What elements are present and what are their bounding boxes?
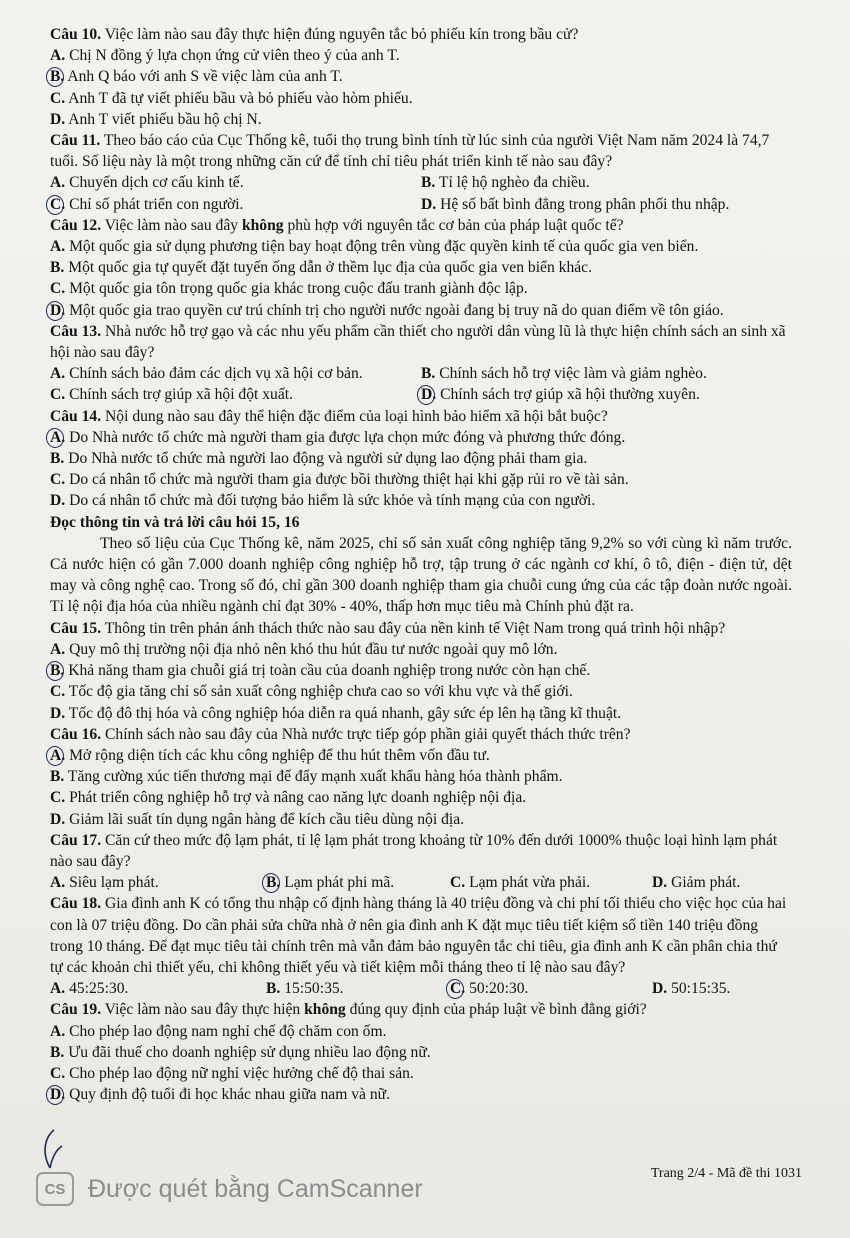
camscanner-logo-icon: CS [36,1172,74,1206]
q16-option-a: A. Mở rộng diện tích các khu công nghiệp để thu hút thêm vốn đầu tư. [50,745,792,766]
q10-option-c: C. Anh T đã tự viết phiếu bầu và bỏ phiếu vào hòm phiếu. [50,89,413,107]
question-17: Câu 17. Căn cứ theo mức độ lạm phát, tỉ lệ lạm phát trong khoảng từ 10% đến dưới 1000% thuộc loại hình lạm phát nào sau đây? [50,831,778,870]
q15-option-d: D. Tốc độ đô thị hóa và công nghiệp hóa diễn ra quá nhanh, gây sức ép lên hạ tầng kĩ thuật. [50,704,622,722]
q10-option-d: D. Anh T viết phiếu bầu hộ chị N. [50,110,262,128]
q11-option-a: A. Chuyển dịch cơ cấu kinh tế. [50,174,244,192]
q13-options-row-1 [50,363,792,384]
q14-option-b: B. Do Nhà nước tổ chức mà người lao động và người sử dụng lao động phải tham gia. [50,450,588,468]
q12-option-a: A. Một quốc gia sử dụng phương tiện bay hoạt động trên vùng đặc quyền kinh tế của quốc gia ven biển. [50,238,699,256]
q16-option-c: C. Phát triển công nghiệp hỗ trợ và nâng cao năng lực doanh nghiệp nội địa. [50,789,527,807]
q11-option-b: B. Tỉ lệ hộ nghèo đa chiều. [421,174,590,192]
q18-option-b: B. 15:50:35. [266,980,344,998]
q13-option-a: A. Chính sách bảo đảm các dịch vụ xã hội cơ bản. [50,365,363,383]
q11-options-row-1 [50,172,792,193]
q17-options-row [50,872,792,893]
q18-option-c: C. 50:20:30. [450,978,652,999]
question-19: Câu 19. Việc làm nào sau đây thực hiện không đúng quy định của pháp luật về bình đẳng giới? [50,1001,647,1019]
q17-option-d: D. Giảm phát. [652,874,741,892]
q15-option-c: C. Tốc độ gia tăng chỉ số sản xuất công nghiệp chưa cao so với khu vực và thế giới. [50,683,573,701]
q13-option-c: C. Chính sách trợ giúp xã hội đột xuất. [50,386,294,404]
question-11: Câu 11. Theo báo cáo của Cục Thống kê, tuổi thọ trung bình tính từ lúc sinh của người Việt Nam năm 2024 là 74,7 tuổi. Số liệu này là một trong những căn cứ để tính chỉ tiêu phát triển kinh tế nào sau đây? [50,132,770,171]
q12-option-c: C. Một quốc gia tôn trọng quốc gia khác trong cuộc đấu tranh giành độc lập. [50,280,528,298]
q19-option-d: D. Quy định độ tuổi đi học khác nhau giữa nam và nữ. [50,1084,792,1105]
q13-options-row-2 [50,384,792,405]
q11-option-c: C. Chỉ số phát triển con người. [50,194,421,215]
q17-option-b: B. Lạm phát phi mã. [266,872,450,893]
q13-option-b: B. Chính sách hỗ trợ việc làm và giảm nghèo. [421,365,707,383]
reading-heading: Đọc thông tin và trả lời câu hỏi 15, 16 [50,513,300,531]
q18-option-a: A. 45:25:30. [50,980,129,998]
q17-option-c: C. Lạm phát vừa phải. [450,874,591,892]
exam-content [50,24,792,1105]
q12-option-b: B. Một quốc gia tự quyết đặt tuyến ống dẫn ở thềm lục địa của quốc gia ven biển khác. [50,259,592,277]
q16-option-b: B. Tăng cường xúc tiến thương mại để đẩy mạnh xuất khẩu hàng hóa thành phẩm. [50,768,563,786]
pen-stroke-mark [40,1128,70,1174]
q16-option-d: D. Giảm lãi suất tín dụng ngân hàng để kích cầu tiêu dùng nội địa. [50,810,465,828]
q11-options-row-2 [50,194,792,215]
question-18: Câu 18. Gia đình anh K có tổng thu nhập cố định hàng tháng là 40 triệu đồng và chi phí tối thiểu cho việc học của hai con là 07 triệu đồng. Do cần phải sửa chữa nhà ở nên gia đình anh K đặt mục tiêu tiết kiệm số tiền 140 triệu đồng trong 10 tháng. Để đạt mục tiêu tài chính trên mà vẫn đảm bảo nguyên tắc chi tiêu, gia đình anh K cần phân chia thứ tự các khoản chi thiết yếu, chi không thiết yếu và tiết kiệm mỗi tháng theo tỉ lệ nào sau đây? [50,895,787,976]
q18-options-row [50,978,792,999]
q13-option-d: D. Chính sách trợ giúp xã hội thường xuyên. [421,384,792,405]
q10-option-a: A. Chị N đồng ý lựa chọn ứng cử viên theo ý của anh T. [50,47,400,65]
q14-option-d: D. Do cá nhân tổ chức mà đối tượng bảo hiểm là sức khỏe và tính mạng của con người. [50,492,596,510]
q10-option-b: B. Anh Q báo với anh S về việc làm của anh T. [50,66,792,87]
camscanner-watermark [36,1172,423,1206]
q19-option-b: B. Ưu đãi thuế cho doanh nghiệp sử dụng nhiều lao động nữ. [50,1043,431,1061]
question-16: Câu 16. Chính sách nào sau đây của Nhà nước trực tiếp góp phần giải quyết thách thức trên? [50,725,631,743]
question-15: Câu 15. Thông tin trên phản ánh thách thức nào sau đây của nền kinh tế Việt Nam trong quá trình hội nhập? [50,619,726,637]
q15-option-a: A. Quy mô thị trường nội địa nhỏ nên khó thu hút đầu tư nước ngoài quy mô lớn. [50,640,558,658]
q19-option-c: C. Cho phép lao động nữ nghỉ việc hưởng chế độ thai sản. [50,1064,414,1082]
q18-option-d: D. 50:15:35. [652,980,731,998]
q11-option-d: D. Hệ số bất bình đẳng trong phân phối thu nhập. [421,195,730,213]
question-10: Câu 10. Việc làm nào sau đây thực hiện đúng nguyên tắc bỏ phiếu kín trong bầu cử? [50,26,579,43]
q14-option-a: A. Do Nhà nước tổ chức mà người tham gia được lựa chọn mức đóng và phương thức đóng. [50,427,792,448]
page-footer: Trang 2/4 - Mã đề thi 1031 [650,1166,802,1181]
question-14: Câu 14. Nội dung nào sau đây thể hiện đặc điểm của loại hình bảo hiểm xã hội bắt buộc? [50,407,608,425]
camscanner-label: Được quét bằng CamScanner [88,1174,423,1203]
reading-paragraph: Theo số liệu của Cục Thống kê, năm 2025, chỉ số sản xuất công nghiệp tăng 9,2% so với cùng kì năm trước. Cả nước hiện có gần 7.000 doanh nghiệp công nghiệp hỗ trợ, tập trung ở các ngành cơ khí, ô tô, điện - điện tử, dệt may và công nghệ cao. Trong số đó, chỉ gần 300 doanh nghiệp tham gia chuỗi cung ứng của các tập đoàn nước ngoài. Tỉ lệ nội địa hóa của nhiều ngành chỉ đạt 30% - 40%, thấp hơn mục tiêu mà Chính phủ đặt ra. [50,534,792,616]
q19-option-a: A. Cho phép lao động nam nghỉ chế độ chăm con ốm. [50,1022,387,1040]
q12-option-d: D. Một quốc gia trao quyền cư trú chính trị cho người nước ngoài đang bị truy nã do quan điểm về tôn giáo. [50,300,792,321]
question-13: Câu 13. Nhà nước hỗ trợ gạo và các nhu yếu phẩm cần thiết cho người dân vùng lũ là thực hiện chính sách an sinh xã hội nào sau đây? [50,322,786,362]
q14-option-c: C. Do cá nhân tổ chức mà người tham gia được bồi thường thiệt hại khi gặp rủi ro về tài sản. [50,471,629,489]
q17-option-a: A. Siêu lạm phát. [50,874,159,892]
q15-option-b: B. Khả năng tham gia chuỗi giá trị toàn cầu của doanh nghiệp trong nước còn hạn chế. [50,660,792,681]
question-12: Câu 12. Việc làm nào sau đây không phù hợp với nguyên tắc cơ bản của pháp luật quốc tế? [50,216,624,234]
